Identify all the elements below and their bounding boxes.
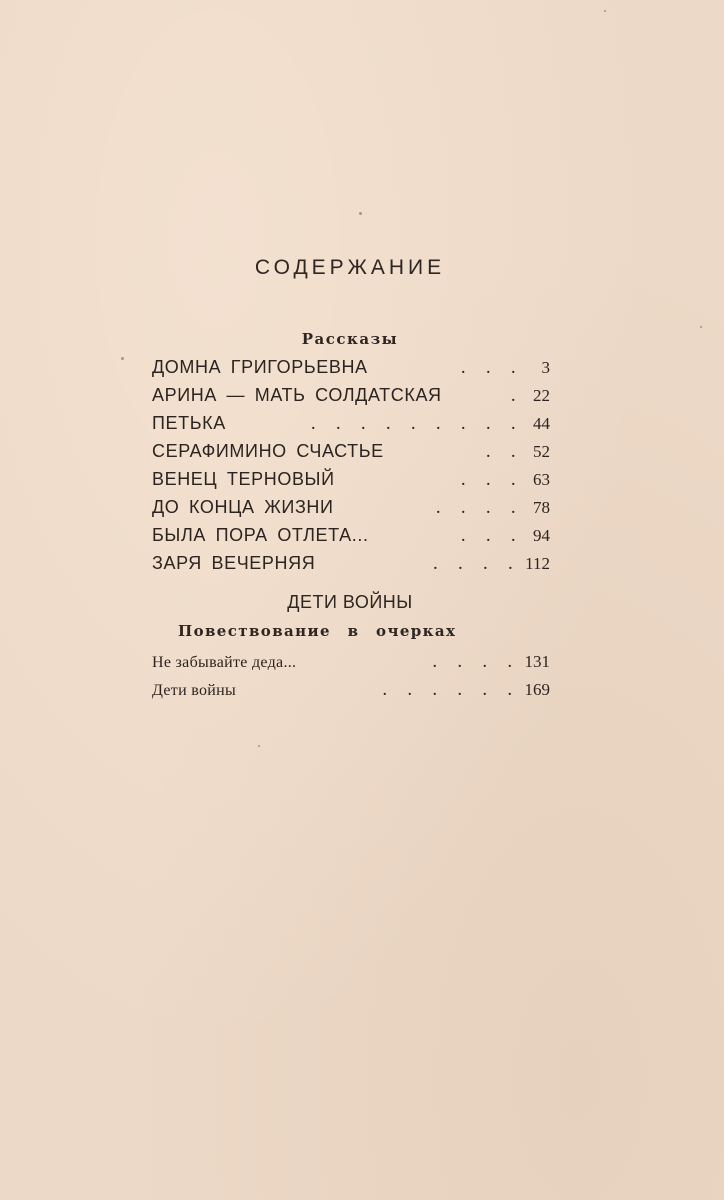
toc-entry[interactable] (152, 385, 550, 413)
toc-entry[interactable] (152, 680, 550, 708)
toc-entry[interactable] (152, 357, 550, 385)
toc-leader-dots: . . . . (436, 502, 524, 517)
toc-leader-dots: . . (486, 446, 524, 461)
toc-page-number: 63 (533, 470, 550, 489)
toc-entry[interactable] (152, 469, 550, 497)
toc-leader-dots: . . . (461, 474, 524, 489)
toc-entry[interactable] (152, 497, 550, 525)
toc-entry-title: БЫЛА ПОРА ОТЛЕТА... (152, 525, 369, 545)
toc-entry[interactable] (152, 525, 550, 553)
toc-entry-title: ЗАРЯ ВЕЧЕРНЯЯ (152, 553, 316, 573)
toc-page-number: 94 (533, 526, 550, 545)
toc-entry-title: ДОМНА ГРИГОРЬЕВНА (152, 357, 368, 377)
toc-page-number: 131 (524, 652, 550, 671)
toc-leader-dots: . (511, 390, 524, 405)
toc-entry-title: ДО КОНЦА ЖИЗНИ (152, 497, 334, 517)
toc-entry-title: ПЕТЬКА (152, 413, 226, 433)
toc-leader-dots: . . . . . . (383, 684, 521, 699)
paper-speck (359, 212, 362, 215)
toc-entry[interactable] (152, 441, 550, 469)
toc-leader-dots: . . . . (433, 558, 522, 573)
toc-entry-title: Не забывайте деда... (152, 654, 297, 671)
toc-page-number: 112 (525, 554, 550, 573)
toc-entry[interactable] (152, 652, 550, 680)
toc-page-number: 169 (524, 680, 550, 699)
toc-entry-title: ВЕНЕЦ ТЕРНОВЫЙ (152, 469, 335, 489)
toc-entry-title: СЕРАФИМИНО СЧАСТЬЕ (152, 441, 384, 461)
section-heading-children-of-war: ДЕТИ ВОЙНЫ (287, 592, 413, 612)
toc-list-stories (152, 357, 550, 581)
toc-list-essays (152, 652, 550, 708)
toc-page-number: 44 (533, 414, 550, 433)
toc-page-number: 52 (533, 442, 550, 461)
section-subheading: Повествование в очерках (178, 622, 457, 640)
toc-page-number: 22 (533, 386, 550, 405)
page-title: СОДЕРЖАНИЕ (254, 256, 446, 279)
paper-speck (258, 745, 260, 747)
toc-entry-title: АРИНА — МАТЬ СОЛДАТСКАЯ (152, 385, 442, 405)
toc-entry[interactable] (152, 553, 550, 581)
paper-speck (121, 357, 124, 360)
toc-leader-dots: . . . . . . . . . (311, 418, 524, 433)
toc-entry-title: Дети войны (152, 682, 237, 699)
paper-speck (700, 326, 702, 328)
toc-leader-dots: . . . (461, 362, 524, 377)
toc-leader-dots: . . . . (433, 656, 521, 671)
toc-page-number: 78 (533, 498, 550, 517)
section-heading-stories: Рассказы (301, 330, 399, 348)
toc-page-number: 3 (541, 358, 550, 377)
toc-leader-dots: . . . (461, 530, 524, 545)
paper-speck (604, 10, 606, 12)
toc-entry[interactable] (152, 413, 550, 441)
